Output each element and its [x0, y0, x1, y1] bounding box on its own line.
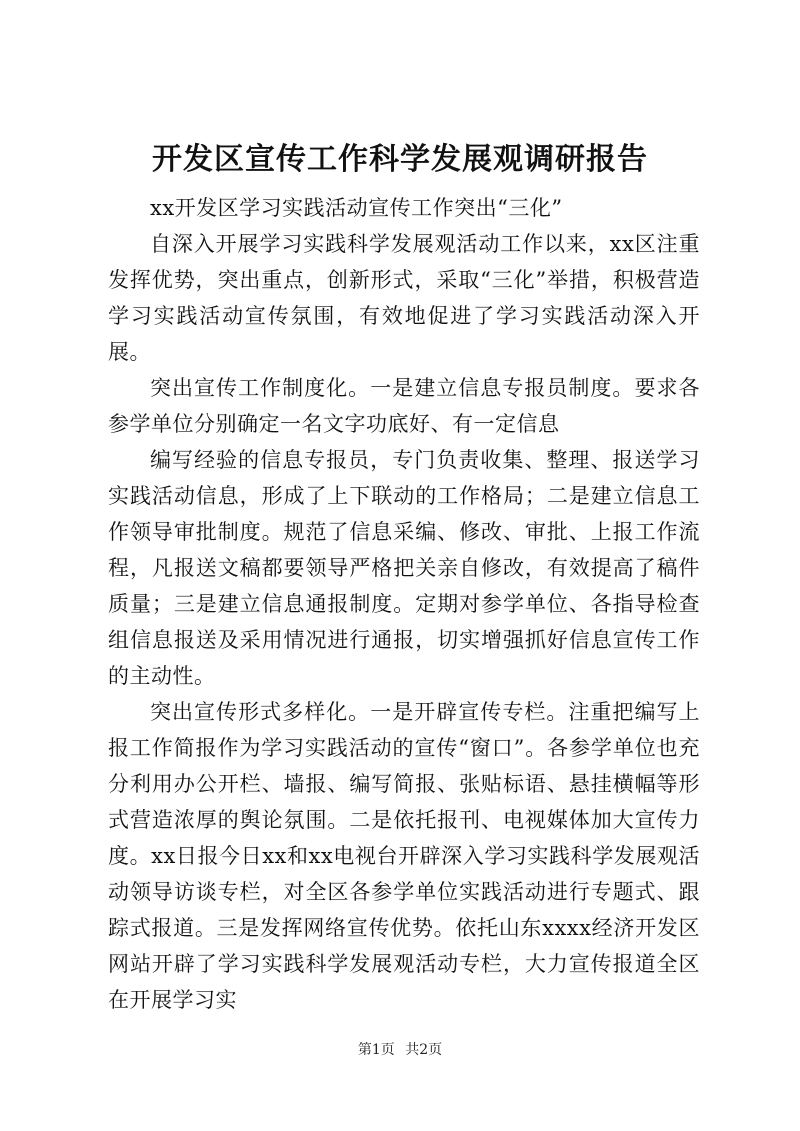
page-number: 第1页 — [357, 1042, 395, 1058]
body-paragraph: 编写经验的信息专报员，专门负责收集、整理、报送学习实践活动信息，形成了上下联动的工作格局；二是建立信息工作领导审批制度。规范了信息采编、修改、审批、上报工作流程，凡报送文稿都要领导严格把关亲自修改，有效提高了稿件质量；三是建立信息通报制度。定期对参学单位、各指导检查组信息报送及采用情况进行通报，切实增强抓好信息宣传工作的主动性。 — [108, 448, 700, 688]
page-total: 共2页 — [405, 1042, 443, 1058]
body-paragraph: 突出宣传形式多样化。一是开辟宣传专栏。注重把编写上报工作简报作为学习实践活动的宣传“窗口”。各参学单位也充分利用办公开栏、墙报、编写简报、张贴标语、悬挂横幅等形式营造浓厚的舆论氛围。二是依托报刊、电视媒体加大宣传力度。xx日报今日xx和xx电视台开辟深入学习实践科学发展观活动领导访谈专栏，对全区各参学单位实践活动进行专题式、跟踪式报道。三是发挥网络宣传优势。依托山东xxxx经济开发区网站开辟了学习实践科学发展观活动专栏，大力宣传报道全区在开展学习实 — [108, 700, 700, 1012]
subtitle-paragraph: xx开发区学习实践活动宣传工作突出“三化” — [150, 196, 563, 220]
body-paragraph: 自深入开展学习实践科学发展观活动工作以来，xx区注重发挥优势，突出重点，创新形式，采取“三化”举措，积极营造学习实践活动宣传氛围，有效地促进了学习实践活动深入开展。 — [108, 232, 700, 364]
page-footer — [0, 1040, 800, 1060]
document-title: 开发区宣传工作科学发展观调研报告 — [152, 142, 648, 177]
body-paragraph: 突出宣传工作制度化。一是建立信息专报员制度。要求各参学单位分别确定一名文字功底好、有一定信息 — [108, 376, 700, 436]
document-body — [108, 190, 700, 1018]
